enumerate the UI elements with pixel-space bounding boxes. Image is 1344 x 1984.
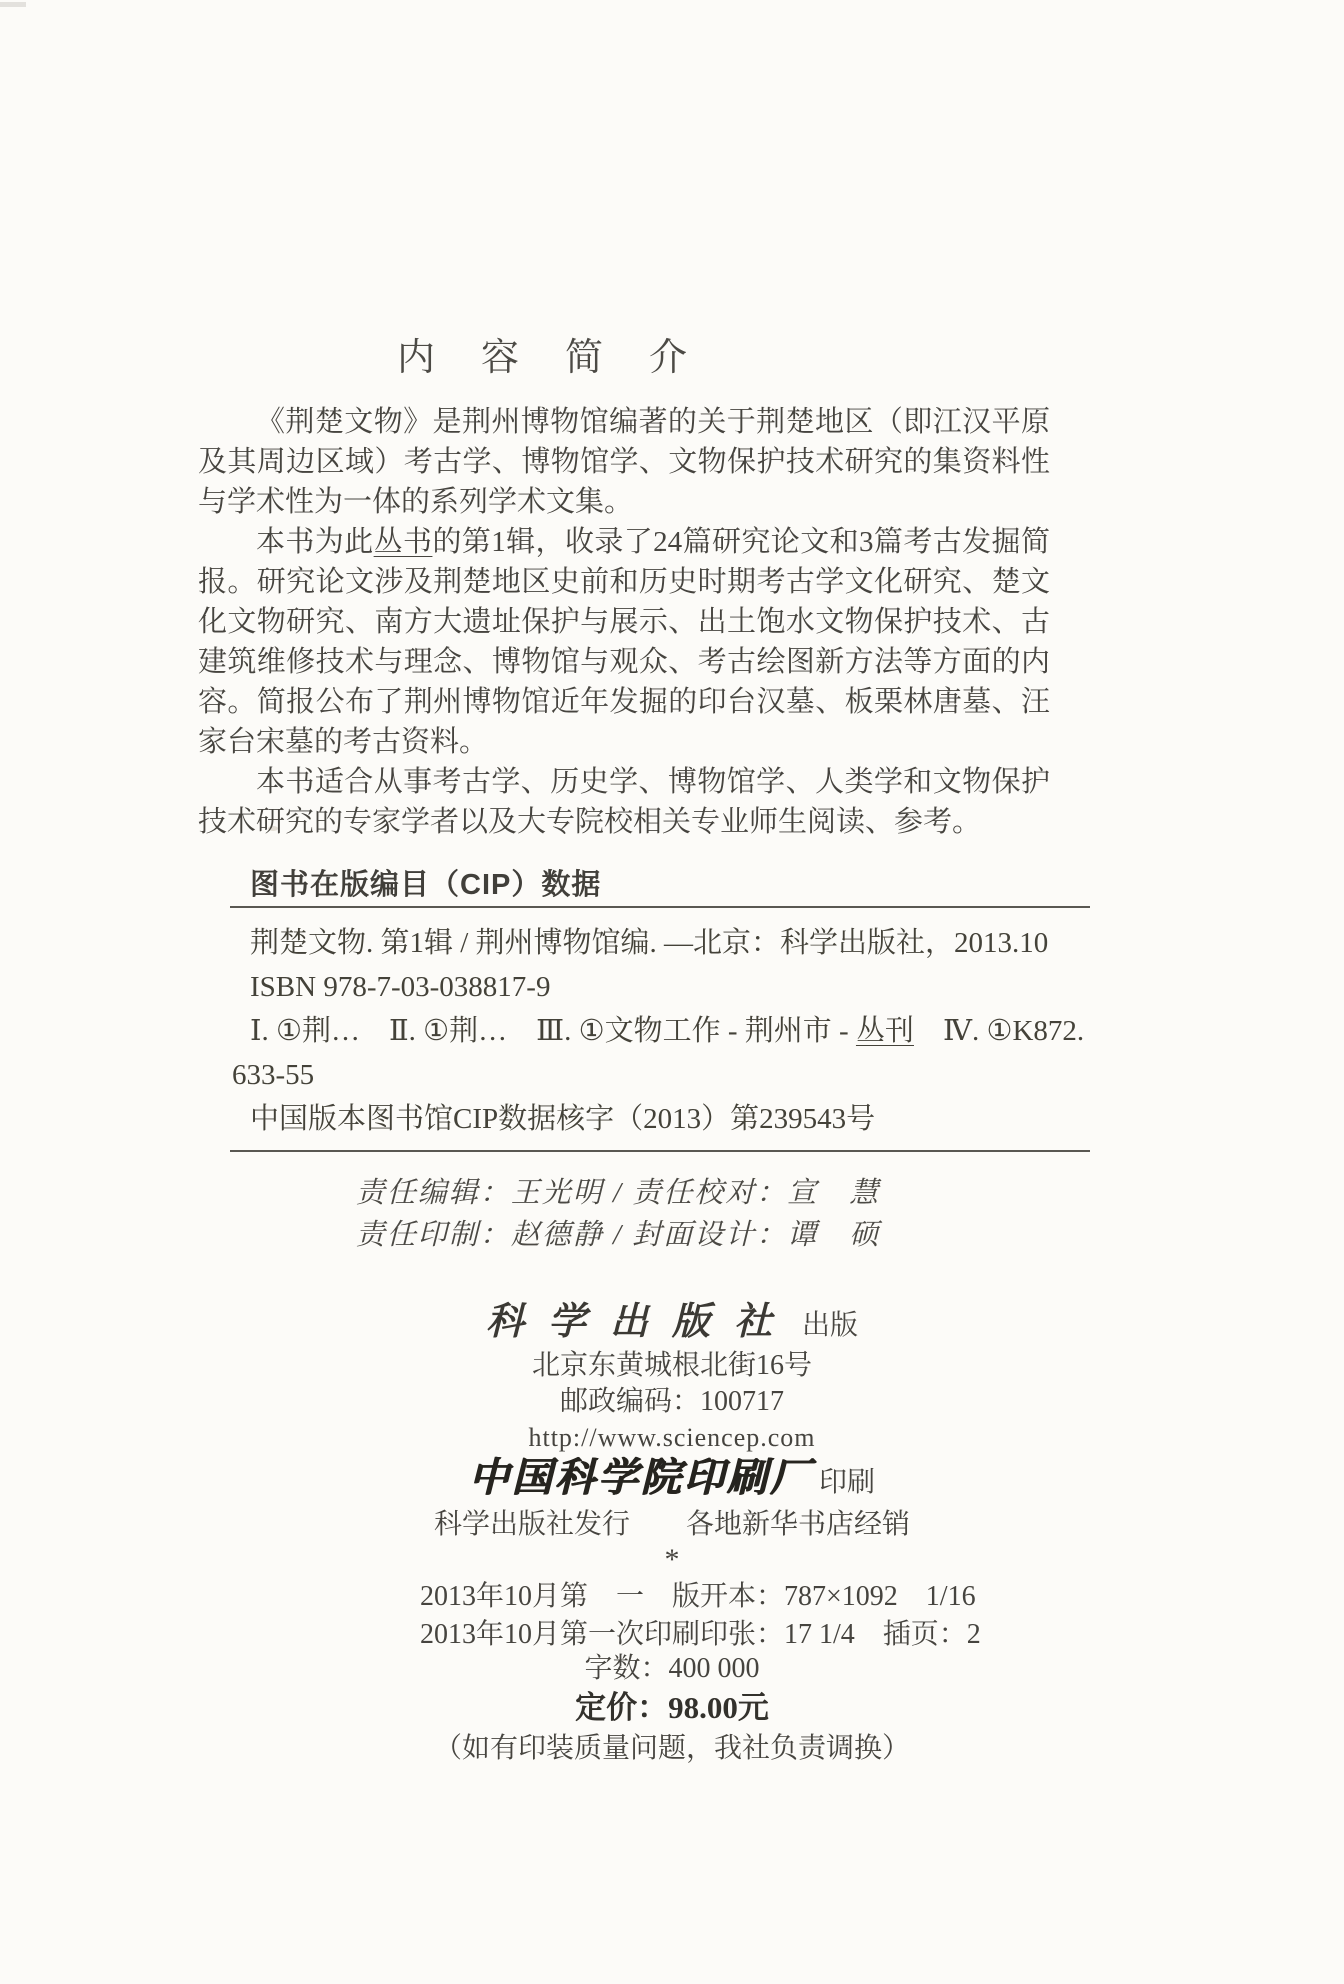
editor-proofreader-line: 责任编辑：王光明 / 责任校对：宣 慧 — [355, 1177, 881, 1209]
publish-label: 出版 — [802, 1310, 859, 1341]
intro-paragraph-1: 《荆楚文物》是荆州博物馆编著的关于荆楚地区（即江汉平原及其周边区域）考古学、博物馆学、文物保护技术研究的集资料性与学术性为一体的系列学术文集。 — [198, 406, 1050, 518]
content-summary — [198, 402, 1050, 842]
series-name-underlined: 丛书 — [373, 526, 433, 558]
series-title-underlined: 丛刊 — [855, 1015, 914, 1047]
printer-calligraphy: 中国科学院印刷厂 — [468, 1455, 813, 1500]
printer-designer-line: 责任印制：赵德静 / 封面设计：谭 硕 — [355, 1219, 881, 1251]
impression-row — [420, 1613, 1060, 1651]
quality-note: （如有印装质量问题，我社负责调换） — [433, 1733, 910, 1764]
cip-body — [230, 908, 1090, 1150]
staff-credits — [198, 1172, 1038, 1256]
intro-paragraph-2 — [198, 522, 1050, 762]
colophon — [0, 1300, 1344, 1769]
edition-date: 2013年10月第 一 版 — [420, 1581, 701, 1612]
distribution-line: 科学出版社发行 各地新华书店经销 — [433, 1509, 910, 1540]
publisher-address: 北京东黄城根北街16号 — [531, 1350, 812, 1381]
publisher-line — [0, 1300, 1344, 1348]
printer-line — [0, 1456, 1344, 1505]
price: 定价：98.00元 — [575, 1690, 769, 1725]
cip-title-line: 荆楚文物. 第1辑 / 荆州博物馆编. —北京：科学出版社，2013.10 — [250, 927, 1049, 959]
intro-paragraph-2-rest: 的第1辑，收录了24篇研究论文和3篇考古发掘简报。研究论文涉及荆楚地区史前和历史时期考古学文化研究、楚文化文物研究、南方大遗址保护与展示、出土饱水文物保护技术、古建筑维修技术与理念、博物馆与观众、考古绘图新方法等方面的内容。简报公布了荆州博物馆近年发掘的印台汉墓、板栗林唐墓、汪家台宋墓的考古资料。 — [198, 526, 1050, 758]
edition-row — [420, 1575, 1060, 1613]
cip-block — [230, 864, 1090, 1152]
format-spec: 开本：787×1092 1/16 — [700, 1581, 976, 1612]
cip-record-line: 中国版本图书馆CIP数据核字（2013）第239543号 — [250, 1103, 876, 1135]
content-summary-title: 内 容 简 介 — [396, 337, 691, 379]
publisher-website: http://www.sciencep.com — [528, 1423, 816, 1452]
intro-paragraph-3: 本书适合从事考古学、历史学、博物馆学、人类学和文物保护技术研究的专家学者以及大专院校相关专业师生阅读、参考。 — [198, 766, 1050, 838]
print-label: 印刷 — [818, 1467, 875, 1498]
separator-star: * — [664, 1543, 680, 1576]
cip-classification-rest: Ⅳ. ①K872. — [913, 1015, 1085, 1047]
sheets-spec: 印张：17 1/4 插页：2 — [700, 1619, 981, 1650]
cip-classification-line — [230, 1009, 1090, 1053]
publisher-calligraphy: 科学出版社 — [485, 1301, 796, 1343]
cip-classification-text: Ⅰ. ①荆… Ⅱ. ①荆… Ⅲ. ①文物工作 - 荆州市 - — [250, 1015, 856, 1047]
cip-classification-continued: 633-55 — [232, 1059, 315, 1091]
impression-date: 2013年10月第一次印刷 — [420, 1619, 701, 1650]
postal-code: 邮政编码：100717 — [559, 1386, 784, 1417]
print-spec-table — [420, 1575, 1060, 1651]
cip-heading: 图书在版编目（CIP）数据 — [250, 869, 602, 901]
cip-isbn-line: ISBN 978-7-03-038817-9 — [250, 971, 551, 1003]
word-count: 字数：400 000 — [584, 1653, 760, 1684]
cip-rule-bottom — [230, 1150, 1090, 1152]
intro-paragraph-2-text: 本书为此 — [256, 526, 374, 558]
scan-edge-artifact — [0, 2, 26, 7]
